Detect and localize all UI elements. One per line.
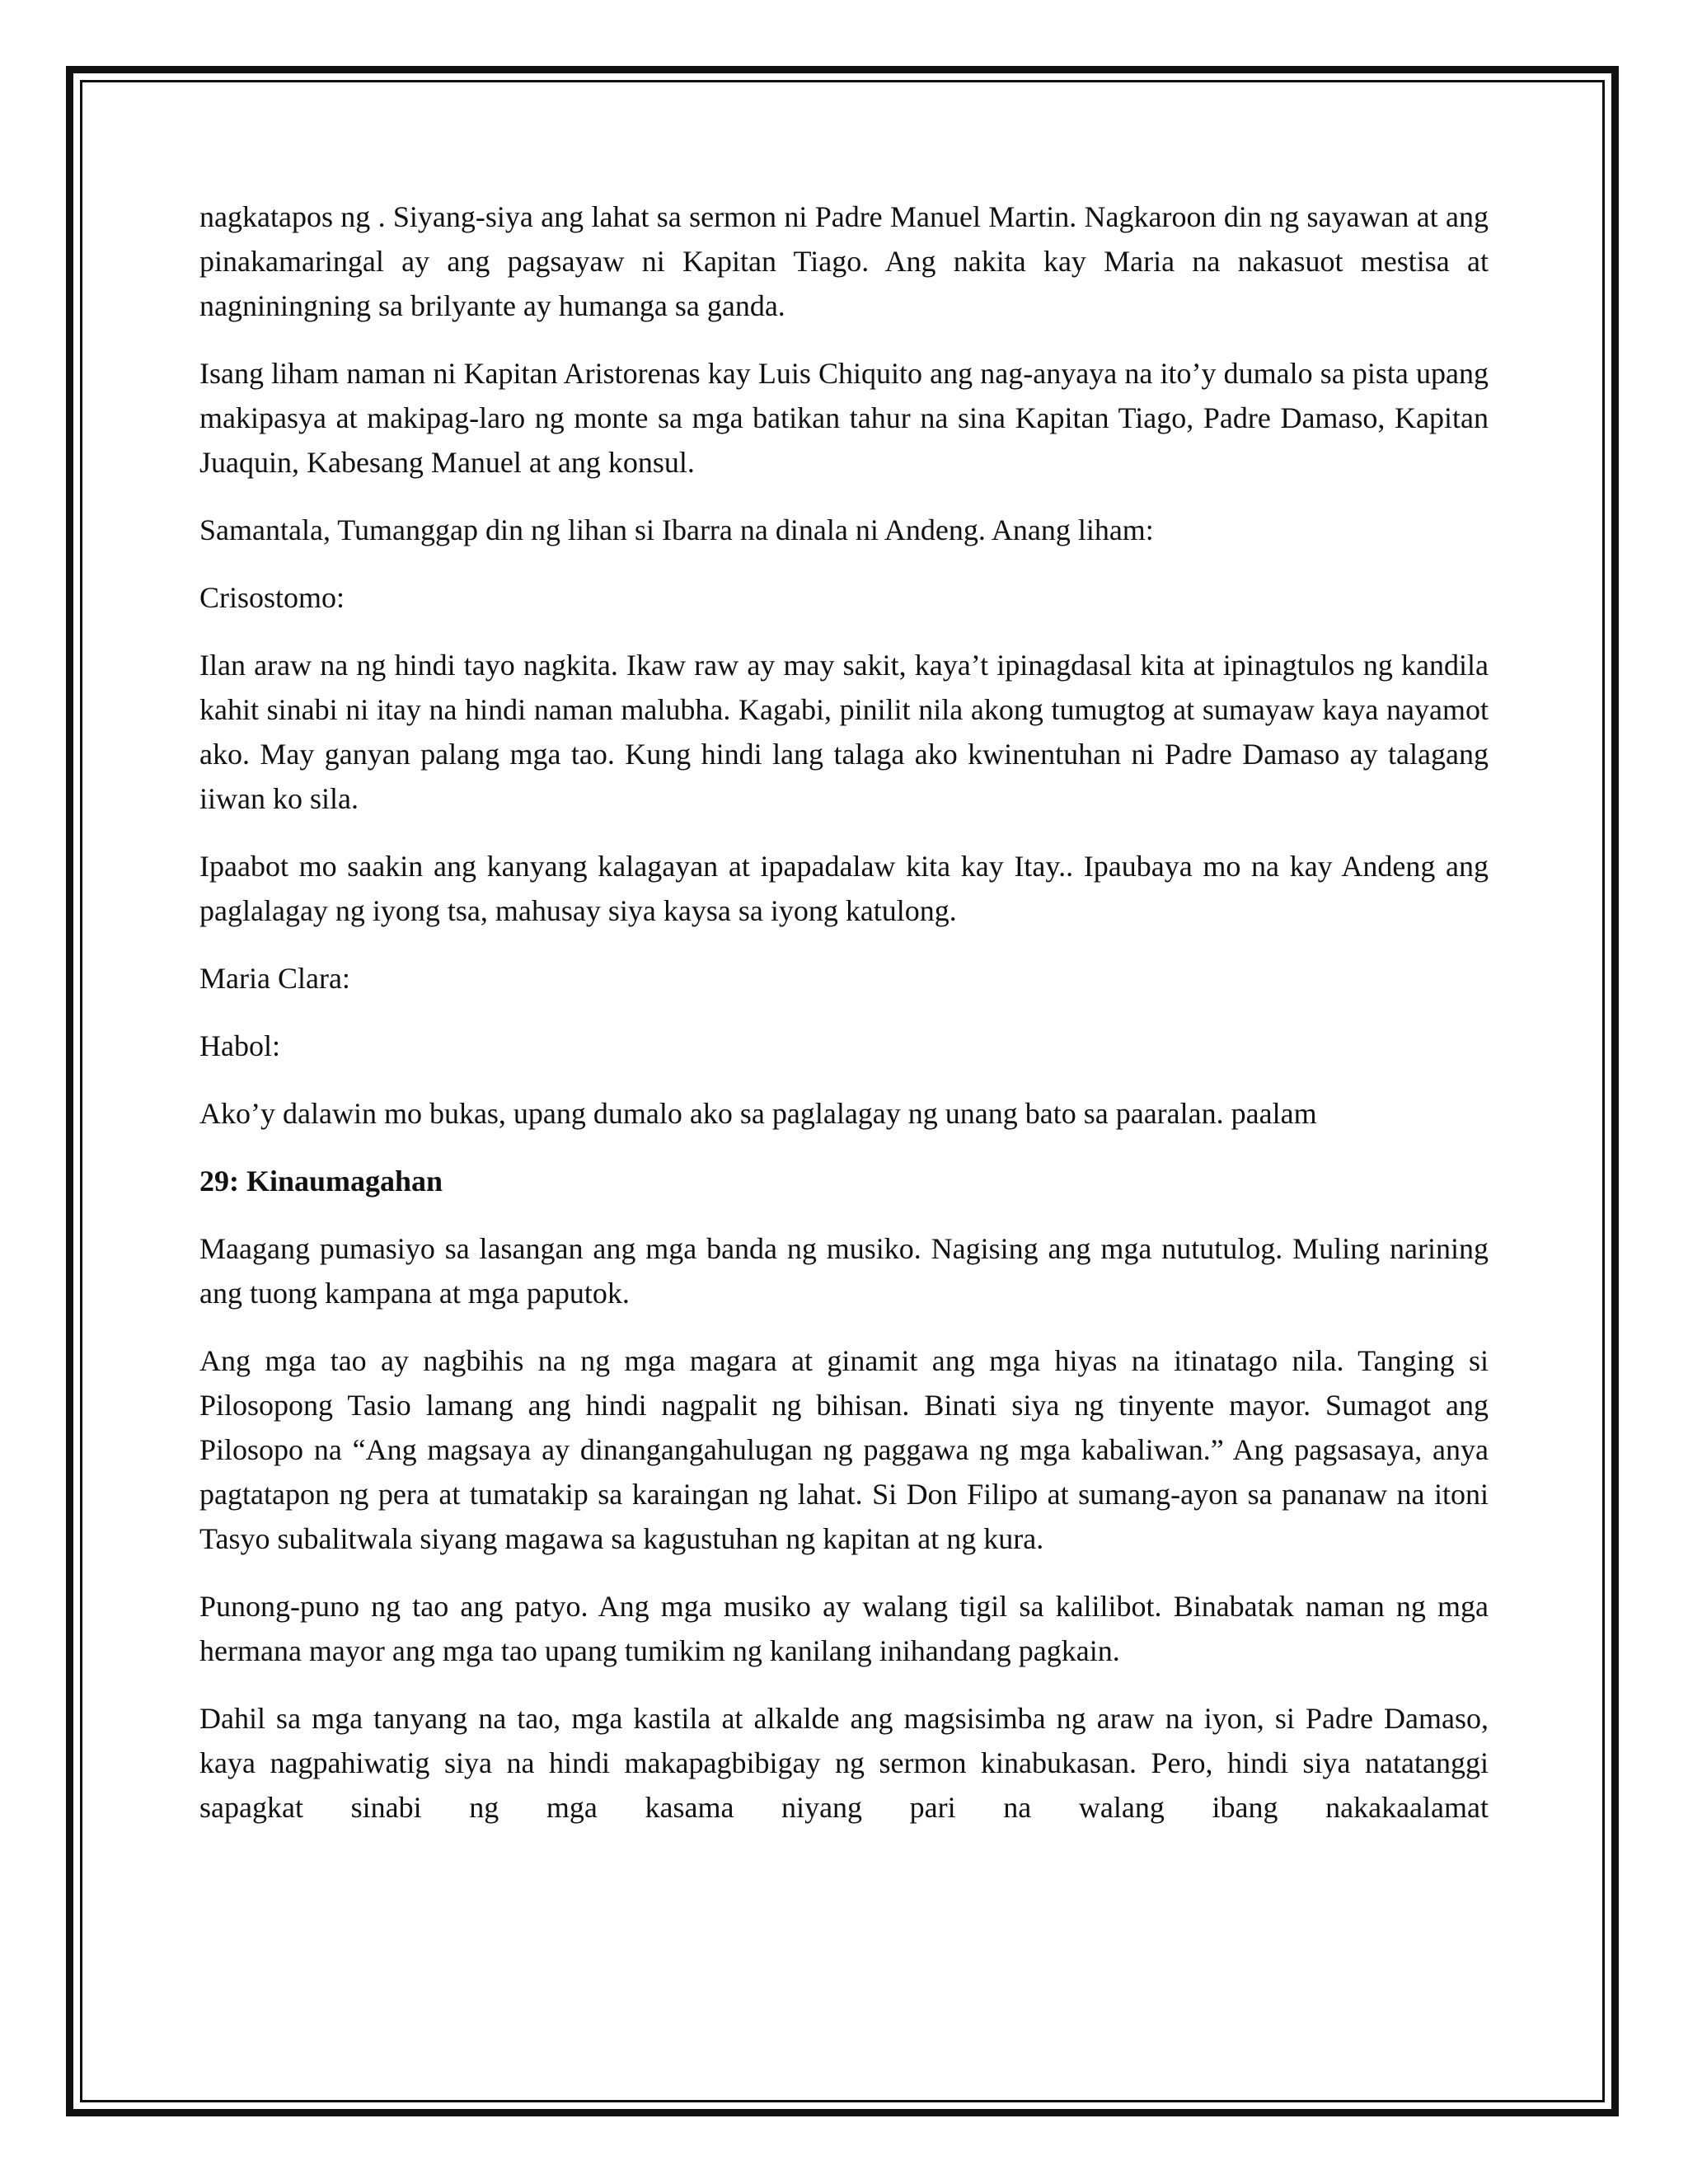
letter-salutation: Crisostomo: xyxy=(199,581,345,614)
paragraph-aristorenas-letter: Isang liham naman ni Kapitan Aristorenas kay Luis Chiquito ang nag-anyaya na ito’y dumalo sa pista upang makipasya at makipag-laro ng monte sa mga batikan tahur na sina Kapitan Tiago, Padre Damaso, Kapitan Juaquin, Kabesang Manuel at ang konsul. xyxy=(199,357,1489,479)
letter-postscript-text: Ako’y dalawin mo bukas, upang dumalo ako sa paglalagay ng unang bato sa paaralan. paalam xyxy=(199,1097,1317,1130)
chapter-heading: 29: Kinaumagahan xyxy=(199,1165,443,1197)
paragraph-fiesta-end: nagkatapos ng . Siyang-siya ang lahat sa sermon ni Padre Manuel Martin. Nagkaroon din ng sayawan at ang pinakamaringal ay ang pagsayaw ni Kapitan Tiago. Ang nakita kay Maria na nakasuot mestisa at nagniningning sa brilyante ay humanga sa ganda. xyxy=(199,200,1489,322)
paragraph-padre-damaso-sermon: Dahil sa mga tanyang na tao, mga kastila at alkalde ang magsisimba ng araw na iyon, si Padre Damaso, kaya nagpahiwatig siya na hindi makapagbibigay ng sermon kinabukasan. Pero, hindi siya natatanggi sapagkat sinabi ng mga kasama niyang pari na walang ibang nakakaalamat xyxy=(199,1702,1489,1824)
paragraph-morning-music: Maagang pumasiyo sa lasangan ang mga banda ng musiko. Nagising ang mga nututulog. Muling narining ang tuong kampana at mga paputok. xyxy=(199,1232,1489,1310)
letter-body-paragraph-2: Ipaabot mo saakin ang kanyang kalagayan at ipapadalaw kita kay Itay.. Ipaubaya mo na kay Andeng ang paglalagay ng iyong tsa, mahusay siya kaysa sa iyong katulong. xyxy=(199,850,1489,927)
letter-body-paragraph-1: Ilan araw na ng hindi tayo nagkita. Ikaw raw ay may sakit, kaya’t ipinagdasal kita at ipinagtulos ng kandila kahit sinabi ni itay na hindi naman malubha. Kagabi, pinilit nila akong tumugtog at sumayaw kaya nayamot ako. May ganyan palang mga tao. Kung hindi lang talaga ako kwinentuhan ni Padre Damaso ay talagang iiwan ko sila. xyxy=(199,649,1489,815)
paragraph-ibarra-letter-intro: Samantala, Tumanggap din ng lihan si Ibarra na dinala ni Andeng. Anang liham: xyxy=(199,513,1154,546)
letter-signature: Maria Clara: xyxy=(199,962,350,995)
document-body xyxy=(199,194,1489,1853)
paragraph-patio-crowd: Punong-puno ng tao ang patyo. Ang mga musiko ay walang tigil sa kalilibot. Binabatak naman ng mga hermana mayor ang mga tao upang tumikim ng kanilang inihandang pagkain. xyxy=(199,1590,1489,1667)
letter-postscript-label: Habol: xyxy=(199,1029,280,1062)
paragraph-people-dressed: Ang mga tao ay nagbihis na ng mga magara at ginamit ang mga hiyas na itinatago nila. Tanging si Pilosopong Tasio lamang ang hindi nagpalit ng bihisan. Binati siya ng tinyente mayor. Sumagot ang Pilosopo na “Ang magsaya ay dinangangahulugan ng paggawa ng mga kabaliwan.” Ang pagsasaya, anya pagtatapon ng pera at tumatakip sa karaingan ng lahat. Si Don Filipo at sumang-ayon sa pananaw na itoni Tasyo subalitwala siyang magawa sa kagustuhan ng kapitan at ng kura. xyxy=(199,1344,1489,1555)
